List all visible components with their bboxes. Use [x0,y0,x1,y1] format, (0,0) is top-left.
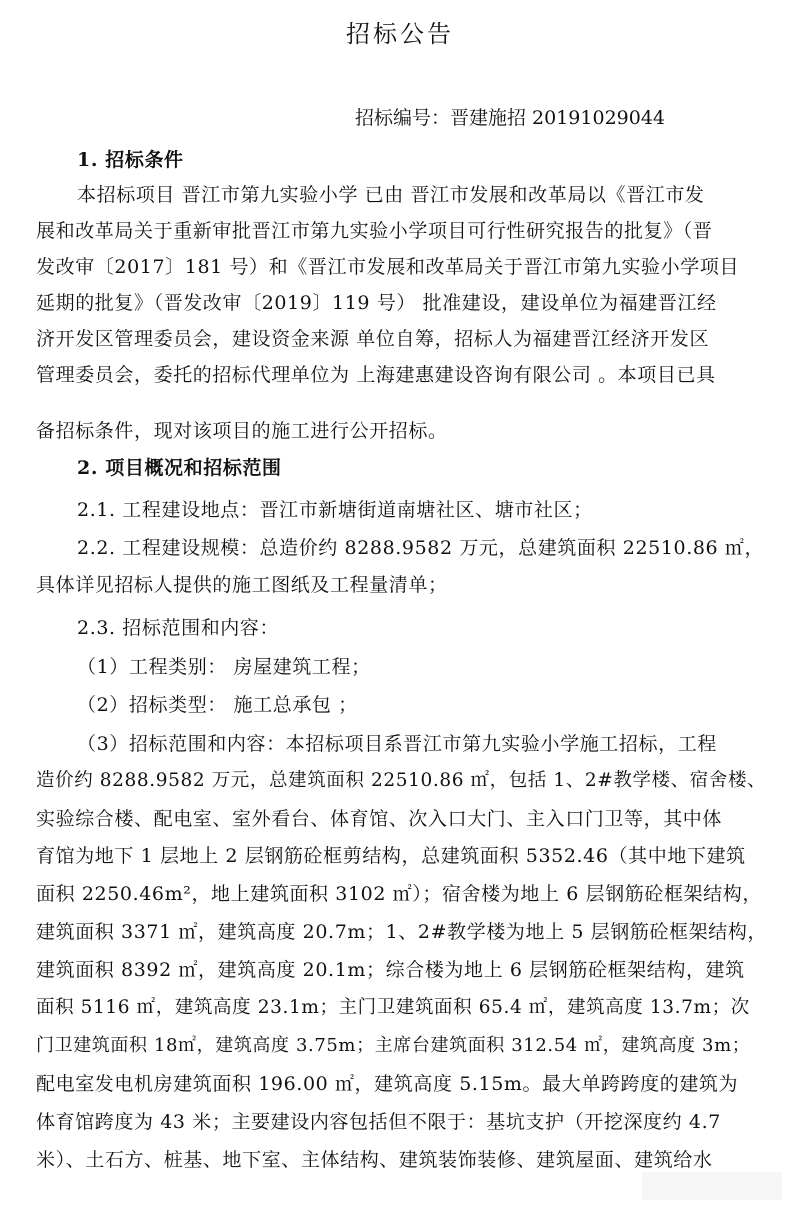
paragraph-line: 发改审〔2017〕181 号）和《晋江市发展和改革局关于晋江市第九实验小学项目 [36,256,740,278]
paragraph-line: （2）招标类型： 施工总承包 ； [77,694,358,716]
paragraph-line: 2.2. 工程建设规模：总造价约 8288.9582 万元，总建筑面积 22510.86 ㎡， [77,537,765,559]
bid-number: 招标编号：晋建施招 20191029044 [355,107,666,129]
paragraph-line: 建筑面积 3371 ㎡，建筑高度 20.7m；1、2#教学楼为地上 5 层钢筋砼框架结构， [36,921,768,943]
paragraph-line: 备招标条件，现对该项目的施工进行公开招标。 [36,420,448,442]
paragraph-line: 面积 5116 ㎡，建筑高度 23.1m；主门卫建筑面积 65.4 ㎡，建筑高度 13.7m；次 [36,997,750,1018]
section-heading: 2. 项目概况和招标范围 [77,457,282,479]
paragraph-line: 展和改革局关于重新审批晋江市第九实验小学项目可行性研究报告的批复》（晋 [36,220,713,242]
paragraph-line: 济开发区管理委员会，建设资金来源 单位自筹，招标人为福建晋江经济开发区 [36,328,710,350]
paragraph-line: 门卫建筑面积 18㎡，建筑高度 3.75m；主席台建筑面积 312.54 ㎡，建筑高度 3m； [36,1035,751,1056]
paragraph-line: 延期的批复》（晋发改审〔2019〕119 号） 批准建设，建设单位为福建晋江经 [36,292,717,314]
document-title: 招标公告 [346,20,454,48]
paragraph-line: 本招标项目 晋江市第九实验小学 已由 晋江市发展和改革局以《晋江市发 [77,184,705,206]
paragraph-line: 米）、土石方、桩基、地下室、主体结构、建筑装饰装修、建筑屋面、建筑给水 [36,1149,713,1171]
paragraph-line: 实验综合楼、配电室、室外看台、体育馆、次入口大门、主入口门卫等，其中体 [36,808,723,830]
paragraph-line: （3）招标范围和内容：本招标项目系晋江市第九实验小学施工招标，工程 [77,733,717,755]
watermark-patch [642,1172,782,1200]
paragraph-line: 造价约 8288.9582 万元，总建筑面积 22510.86 ㎡，包括 1、2#教学楼、宿舍楼、 [36,770,767,791]
paragraph-line: 面积 2250.46m²，地上建筑面积 3102 ㎡）；宿舍楼为地上 6 层钢筋砼框架结构， [36,883,762,905]
section-heading: 1. 招标条件 [77,149,184,171]
paragraph-line: 配电室发电机房建筑面积 196.00 ㎡，建筑高度 5.15m。最大单跨跨度的建筑为 [36,1073,739,1095]
paragraph-line: 2.1. 工程建设地点：晋江市新塘街道南塘社区、塘市社区； [77,499,593,521]
paragraph-line: 育馆为地下 1 层地上 2 层钢筋砼框剪结构，总建筑面积 5352.46（其中地下建筑 [36,845,746,867]
paragraph-line: 体育馆跨度为 43 米；主要建设内容包括但不限于：基坑支护（开挖深度约 4.7 [36,1111,721,1133]
paragraph-line: 2.3. 招标范围和内容： [77,617,280,639]
paragraph-line: 建筑面积 8392 ㎡，建筑高度 20.1m；综合楼为地上 6 层钢筋砼框架结构，建筑 [36,959,745,981]
paragraph-line: （1）工程类别： 房屋建筑工程； [77,656,371,678]
paragraph-line: 具体详见招标人提供的施工图纸及工程量清单； [36,574,448,596]
paragraph-line: 管理委员会，委托的招标代理单位为 上海建惠建设咨询有限公司 。本项目已具 [36,364,716,386]
